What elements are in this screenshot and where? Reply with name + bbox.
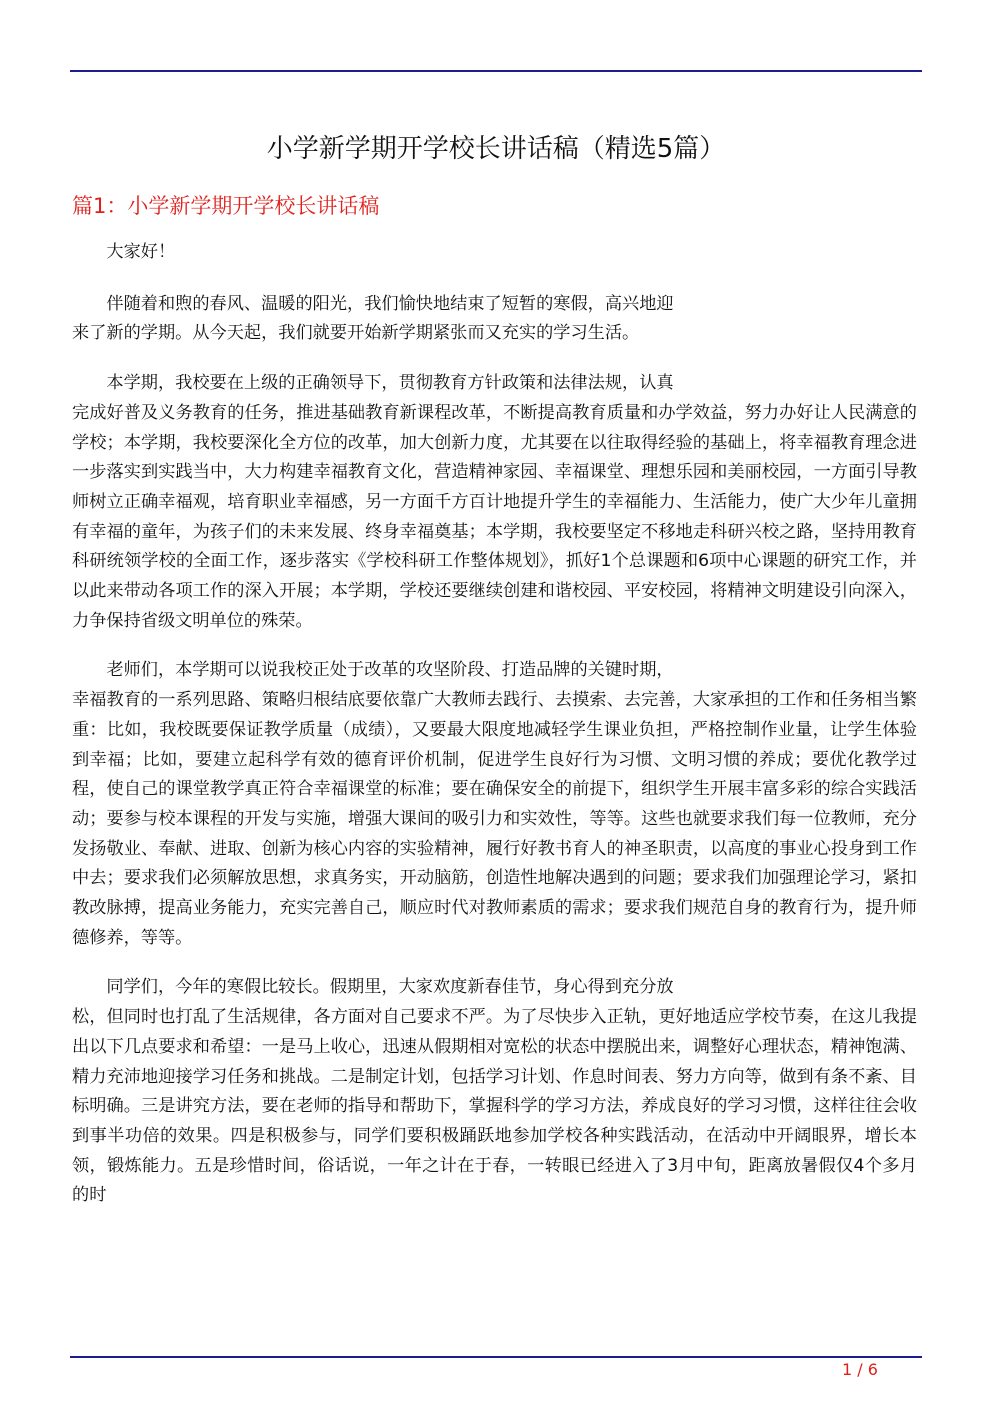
section-heading: 篇1：小学新学期开学校长讲话稿 [72,194,380,218]
footer-rule [70,1356,922,1358]
paragraph: 伴随着和煦的春风、温暖的阳光，我们愉快地结束了短暂的寒假，高兴地迎 来了新的学期。从今天起，我们就要开始新学期紧张而又充实的学习生活。 [72,293,674,344]
page-number: 1 / 6 [842,1360,878,1379]
header-rule [70,70,922,72]
paragraph: 老师们，本学期可以说我校正处于改革的攻坚阶段、打造品牌的关键时期， 幸福教育的一系列思路、策略归根结底要依靠广大教师去践行、去摸索、去完善，大家承担的工作和任务相当繁重：比如，我校既要保证教学质量（成绩），又要最大限度地减轻学生课业负担，严格控制作业量，让学生体验到幸福；比如，要建立起科学有效的德育评价机制，促进学生良好行为习惯、文明习惯的养成；要优化教学过程，使自己的课堂教学真正符合幸福课堂的标准；要在确保安全的前提下，组织学生开展丰富多彩的综合实践活动；要参与校本课程的开发与实施，增强大课间的吸引力和实效性，等等。这些也就要求我们每一位教师，充分发扬敬业、奉献、进取、创新为核心内容的实验精神，履行好教书育人的神圣职责，以高度的事业心投身到工作中去；要求我们必须解放思想，求真务实，开动脑筋，创造性地解决遇到的问题；要求我们加强理论学习，紧扣教改脉搏，提高业务能力，充实完善自己，顺应时代对教师素质的需求；要求我们规范自身的教育行为，提升师德修养，等等。 [72,660,917,948]
paragraph: 同学们，今年的寒假比较长。假期里，大家欢度新春佳节，身心得到充分放 松，但同时也打乱了生活规律，各方面对自己要求不严。为了尽快步入正轨，更好地适应学校节奏，在这儿我提出以下几点要求和希望：一是马上收心，迅速从假期相对宽松的状态中摆脱出来，调整好心理状态，精神饱满、精力充沛地迎接学习任务和挑战。二是制定计划，包括学习计划、作息时间表、努力方向等，做到有条不紊、目标明确。三是讲究方法，要在老师的指导和帮助下，掌握科学的学习方法，养成良好的学习习惯，这样往往会收到事半功倍的效果。四是积极参与，同学们要积极踊跃地参加学校各种实践活动，在活动中开阔眼界，增长本领，锻炼能力。五是珍惜时间，俗话说，一年之计在于春，一转眼已经进入了3月中旬，距离放暑假仅4个多月的时 [72,977,917,1206]
document-title: 小学新学期开学校长讲话稿（精选5篇） [266,134,726,164]
paragraph: 本学期，我校要在上级的正确领导下，贯彻教育方针政策和法律法规，认真 完成好普及义务教育的任务，推进基础教育新课程改革，不断提高教育质量和办学效益，努力办好让人民满意的学校；本学期，我校要深化全方位的改革，加大创新力度，尤其要在以往取得经验的基础上，将幸福教育理念进一步落实到实践当中，大力构建幸福教育文化，营造精神家园、幸福课堂、理想乐园和美丽校园，一方面引导教师树立正确幸福观，培育职业幸福感，另一方面千方百计地提升学生的幸福能力、生活能力，使广大少年儿童拥有幸福的童年，为孩子们的未来发展、终身幸福奠基；本学期，我校要坚定不移地走科研兴校之路，坚持用教育科研统领学校的全面工作，逐步落实《学校科研工作整体规划》，抓好1个总课题和6项中心课题的研究工作，并以此来带动各项工作的深入开展；本学期，学校还要继续创建和谐校园、平安校园，将精神文明建设引向深入，力争保持省级文明单位的殊荣。 [72,373,917,631]
document-body [72,238,917,1231]
paragraph-greeting: 大家好！ [106,242,176,262]
